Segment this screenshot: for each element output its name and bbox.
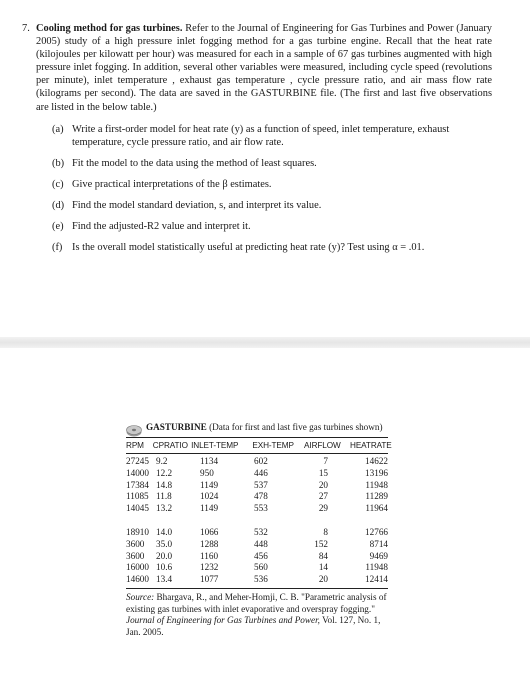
problem-title: Cooling method for gas turbines.	[36, 23, 183, 34]
part-label: (a)	[52, 123, 64, 135]
cell-airflow: 7	[323, 456, 328, 467]
cell-airflow: 27	[318, 491, 328, 502]
cell-rpm: 14045	[126, 502, 149, 513]
source-tail: Vol. 127, No. 1, Jan. 2005.	[126, 615, 381, 637]
cell-exh-temp: 448	[254, 538, 268, 549]
cell-heatrate: 11948	[365, 562, 388, 573]
cell-heatrate: 13196	[365, 468, 388, 478]
cell-heatrate: 11948	[365, 479, 388, 490]
table-header-rule	[126, 453, 388, 454]
cell-exh-temp: 532	[254, 527, 268, 538]
part-e	[52, 220, 492, 233]
cell-cpratio: 35.0	[156, 538, 173, 549]
gasturbine-table	[126, 422, 392, 638]
table-row	[126, 527, 388, 539]
cell-heatrate: 14622	[365, 456, 388, 467]
cell-inlet-temp: 1077	[200, 573, 219, 584]
cell-cpratio: 20.0	[156, 550, 173, 561]
problem-statement	[22, 22, 492, 114]
table-title	[126, 422, 388, 433]
cell-heatrate: 11964	[365, 502, 388, 513]
cell-cpratio: 13.2	[156, 502, 173, 513]
data-disk-icon	[126, 425, 142, 440]
part-label: (c)	[52, 178, 64, 190]
table-body	[126, 456, 388, 585]
cell-exh-temp: 536	[254, 573, 268, 584]
table-row	[126, 503, 388, 515]
table-row	[126, 456, 388, 468]
cell-airflow: 84	[318, 550, 328, 561]
part-a	[52, 123, 492, 149]
cell-cpratio: 14.0	[156, 527, 173, 538]
cell-inlet-temp: 1232	[200, 562, 219, 573]
part-text: Fit the model to the data using the method of least squares.	[72, 157, 317, 169]
cell-cpratio: 9.2	[156, 456, 168, 467]
problem-body: Refer to the Journal of Engineering for Gas Turbines and Power (January 2005) study of a high pressure inlet fogging method for a gas turbine engine. Recall that the heat rate (kilojoules per kilowatt per hour) was measured for each in a sample of 67 gas turbines augmented with high pressure inlet fogging. In addition, several other variables were measured, including cycle speed (revolutions per minute), inlet temperature , exhaust gas temperature , cycle pressure ratio, and air mass flow rate (kilograms per second). The data are saved in the GASTURBINE file. (The first and last five observations are listed in the below table.)	[36, 23, 492, 113]
cell-rpm: 16000	[126, 562, 149, 573]
cell-airflow: 8	[323, 527, 328, 538]
part-label: (b)	[52, 157, 65, 169]
cell-rpm: 27245	[126, 456, 149, 467]
part-b	[52, 157, 492, 170]
table-file-name: GASTURBINE	[146, 422, 207, 432]
cell-airflow: 20	[318, 479, 328, 490]
part-f	[52, 241, 492, 254]
table-row	[126, 551, 388, 563]
table-row	[126, 480, 388, 492]
col-header-inlet-temp: INLET-TEMP	[191, 441, 239, 451]
cell-cpratio: 10.6	[156, 562, 173, 573]
cell-exh-temp: 602	[254, 456, 268, 467]
part-label: (d)	[52, 200, 65, 212]
col-header-airflow: AIRFLOW	[304, 441, 341, 451]
cell-airflow: 14	[318, 562, 328, 573]
cell-rpm: 11085	[126, 491, 149, 502]
cell-airflow: 29	[318, 502, 328, 513]
cell-cpratio: 12.2	[156, 468, 173, 478]
cell-inlet-temp: 1149	[200, 502, 219, 513]
cell-exh-temp: 537	[254, 479, 268, 490]
part-text: Is the overall model statistically useful at predicting heat rate (y)? Test using α = .01.	[72, 242, 425, 254]
cell-heatrate: 12414	[365, 573, 388, 584]
part-text: Find the model standard deviation, s, and interpret its value.	[72, 200, 322, 212]
cell-airflow: 20	[318, 573, 328, 584]
table-row	[126, 574, 388, 586]
cell-heatrate: 8714	[369, 538, 388, 549]
cell-heatrate: 12766	[365, 527, 388, 538]
col-header-exh-temp: EXH-TEMP	[252, 441, 294, 451]
cell-rpm: 14600	[126, 573, 149, 584]
col-header-cpratio: CPRATIO	[152, 441, 188, 451]
cell-exh-temp: 456	[254, 550, 268, 561]
cell-inlet-temp: 1288	[200, 538, 219, 549]
cell-airflow: 152	[314, 538, 328, 549]
cell-heatrate: 11289	[365, 491, 388, 502]
table-subtitle: (Data for first and last five gas turbines shown)	[209, 422, 383, 432]
cell-exh-temp: 478	[254, 491, 268, 502]
source-text: Bhargava, R., and Meher-Homji, C. B. "Parametric analysis of existing gas turbines with inlet evaporative and overspray fogging."	[126, 592, 387, 614]
table-row	[126, 491, 388, 503]
cell-inlet-temp: 1160	[200, 550, 219, 561]
part-d	[52, 199, 492, 212]
cell-exh-temp: 446	[254, 468, 268, 478]
cell-cpratio: 11.8	[156, 491, 172, 502]
source-journal: Journal of Engineering for Gas Turbines and Power,	[126, 615, 320, 626]
part-text: Find the adjusted-R2 value and interpret it.	[72, 221, 251, 233]
table-source-note	[126, 588, 388, 638]
cell-rpm: 14000	[126, 468, 149, 478]
page-separator	[0, 337, 530, 348]
part-c	[52, 178, 492, 191]
problem-number: 7.	[22, 23, 30, 34]
table-row	[126, 468, 388, 480]
table-row	[126, 539, 388, 551]
cell-rpm: 18910	[126, 527, 149, 538]
cell-airflow: 15	[318, 468, 328, 478]
cell-inlet-temp: 1024	[200, 491, 219, 502]
part-text: Give practical interpretations of the β estimates.	[72, 178, 272, 190]
cell-inlet-temp: 1066	[200, 527, 219, 538]
cell-inlet-temp: 1134	[200, 456, 219, 467]
table-header-row	[126, 438, 392, 453]
cell-inlet-temp: 950	[200, 468, 214, 478]
cell-inlet-temp: 1149	[200, 479, 219, 490]
cell-heatrate: 9469	[369, 550, 388, 561]
col-header-heatrate: HEATRATE	[350, 441, 392, 451]
col-header-rpm: RPM	[126, 441, 144, 451]
cell-exh-temp: 560	[254, 562, 268, 573]
problem-parts	[22, 123, 492, 255]
cell-cpratio: 13.4	[156, 573, 173, 584]
cell-exh-temp: 553	[254, 502, 268, 513]
cell-rpm: 3600	[126, 538, 145, 549]
row-group-gap	[126, 514, 388, 527]
table-row	[126, 562, 388, 574]
part-label: (f)	[52, 242, 63, 254]
cell-cpratio: 14.8	[156, 479, 173, 490]
cell-rpm: 17384	[126, 479, 149, 490]
source-label: Source:	[126, 592, 155, 603]
cell-rpm: 3600	[126, 550, 145, 561]
problem-7	[22, 22, 492, 262]
part-text: Write a first-order model for heat rate (y) as a function of speed, inlet temperature, exhaust temperature, cycle pressure ratio, and air flow rate.	[72, 123, 450, 148]
part-label: (e)	[52, 221, 64, 233]
